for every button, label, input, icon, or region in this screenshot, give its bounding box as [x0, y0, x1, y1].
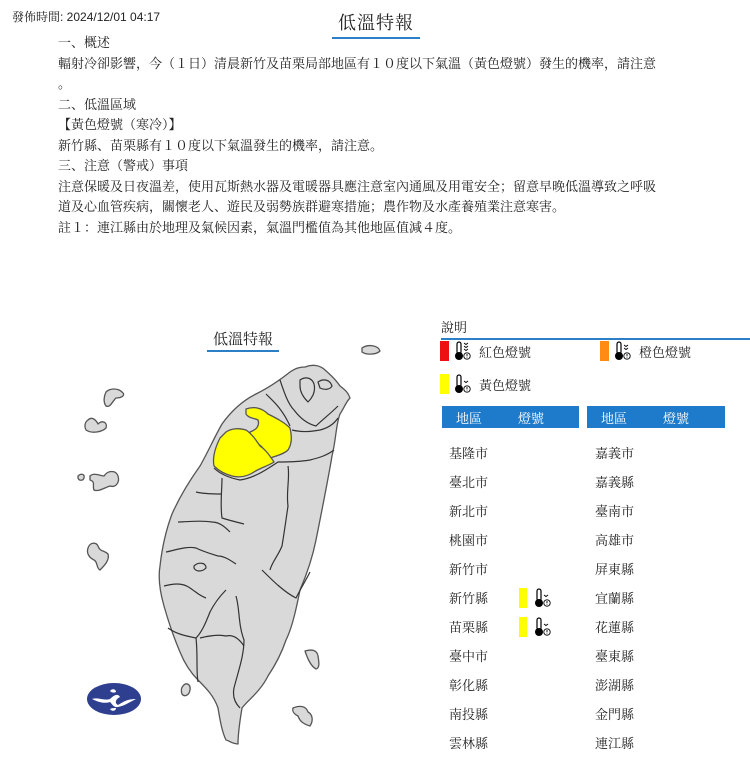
table-row: 新竹市: [449, 563, 489, 578]
table-row: 嘉義縣: [595, 476, 635, 491]
table-row: 臺南市: [595, 505, 635, 520]
section-heading-precautions: 三、注意（警戒）事項: [58, 159, 189, 174]
precautions-line-2: 道及心血管疾病，關懷老人、遊民及弱勢族群避寒措施；農作物及水產養殖業注意寒害。: [58, 200, 566, 215]
island-orchid: [293, 706, 312, 726]
island-matsu-north: [362, 346, 380, 355]
table-header-left: [442, 406, 579, 428]
table-row: 澎湖縣: [595, 679, 635, 694]
table-header-right: [587, 406, 725, 428]
area-signal-label: 【黃色燈號（寒冷）】: [58, 118, 182, 133]
area-description: 新竹縣、苗栗縣有１０度以下氣溫發生的機率，請注意。: [58, 138, 384, 154]
section-heading-overview: 一、概述: [58, 36, 111, 51]
island-xiaoliuqiu: [181, 684, 190, 696]
table-right-column: [595, 438, 665, 757]
table-row: 苗栗縣: [449, 612, 553, 641]
table-row: 基隆市: [449, 447, 489, 462]
col-header-region: 地區: [456, 411, 483, 427]
thermometer-cold-1-icon: [533, 616, 553, 638]
col-header-signal: 燈號: [663, 411, 690, 427]
island-matsu-1: [104, 389, 124, 406]
island-kinmen-small: [78, 474, 84, 480]
table-row: 高雄市: [595, 534, 635, 549]
table-row: 彰化縣: [449, 679, 489, 694]
table-row: 嘉義市: [595, 447, 635, 462]
cwa-logo-icon: [87, 683, 141, 715]
red-swatch: [440, 341, 449, 361]
legend-item-orange: [600, 340, 691, 362]
legend-label-orange: 橙色燈號: [639, 345, 692, 361]
thermometer-cold-3-icon: [453, 340, 473, 362]
footnote: 註１：連江縣由於地理及氣候因素，氣溫門檻值為其他地區值減４度。: [58, 220, 462, 236]
table-row: 桃園市: [449, 534, 489, 549]
overview-line-1: 輻射冷卻影響，今（１日）清晨新竹及苗栗局部地區有１０度以下氣溫（黃色燈號）發生的機率，請注意: [58, 56, 657, 72]
overview-line-2: 。: [58, 77, 72, 92]
col-header-region: 地區: [601, 411, 628, 427]
map-title: 低溫特報: [207, 328, 279, 352]
yellow-signal-indicator: [519, 616, 553, 638]
island-kinmen: [90, 472, 119, 491]
table-row: 臺北市: [449, 476, 489, 491]
yellow-swatch: [519, 588, 527, 608]
table-row: 連江縣: [595, 737, 635, 752]
island-penghu: [87, 543, 108, 570]
legend-heading: 說明: [441, 317, 750, 340]
table-row: 臺中市: [449, 650, 489, 665]
table-row: 屏東縣: [595, 563, 635, 578]
table-row: 雲林縣: [449, 737, 489, 752]
thermometer-cold-2-icon: [613, 340, 633, 362]
island-matsu-2: [85, 418, 106, 432]
section-heading-area: 二、低溫區域: [58, 97, 137, 113]
orange-swatch: [600, 341, 609, 361]
table-row: 金門縣: [595, 708, 635, 723]
legend-label-yellow: 黃色燈號: [479, 378, 532, 394]
table-row: 臺東縣: [595, 650, 635, 665]
page-title: 低溫特報: [332, 9, 420, 39]
thermometer-cold-1-icon: [533, 587, 553, 609]
legend-item-yellow: [440, 373, 531, 395]
table-row: 花蓮縣: [595, 621, 635, 636]
legend-label-red: 紅色燈號: [479, 345, 532, 361]
thermometer-cold-1-icon: [453, 373, 473, 395]
table-left-column: [449, 438, 553, 757]
col-header-signal: 燈號: [518, 411, 545, 427]
table-row: 宜蘭縣: [595, 592, 635, 607]
yellow-swatch: [440, 374, 449, 394]
precautions-line-1: 注意保暖及日夜溫差，使用瓦斯熱水器及電暖器具應注意室內通風及用電安全；留意早晚低溫導致之呼吸: [58, 179, 657, 195]
yellow-signal-indicator: [519, 587, 553, 609]
table-row: 南投縣: [449, 708, 489, 723]
yellow-swatch: [519, 617, 527, 637]
table-row: 新北市: [449, 505, 489, 520]
publish-time: 發佈時間: 2024/12/01 04:17: [12, 10, 161, 24]
table-row: 新竹縣: [449, 583, 553, 612]
island-green: [305, 650, 319, 669]
legend-item-red: [440, 340, 531, 362]
